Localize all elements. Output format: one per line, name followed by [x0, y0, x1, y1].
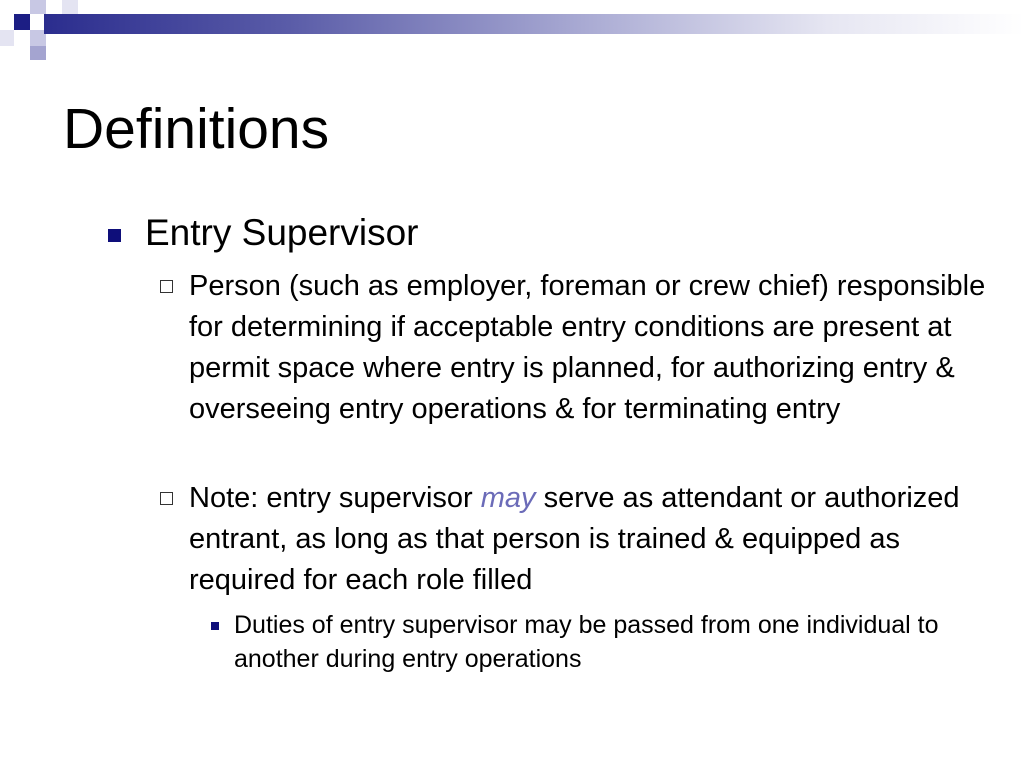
bullet-entry-supervisor: Entry Supervisor — [145, 212, 419, 253]
duties-text: Duties of entry supervisor may be passed from one individual to another during entry operations — [234, 611, 939, 673]
decor-square — [0, 30, 14, 46]
note-emphasis: may — [480, 482, 536, 514]
hollow-square-bullet-icon — [160, 280, 173, 293]
header-gradient-bar — [44, 14, 1024, 34]
note-text — [189, 478, 1009, 601]
decor-square — [14, 14, 30, 30]
slide-title: Definitions — [63, 97, 330, 161]
decor-square — [62, 0, 78, 14]
decor-square — [30, 46, 46, 60]
note-text-end: serve as attendant or authorized entrant, as long as that person is trained & equipped as required for each role filled — [189, 482, 960, 596]
definition-text: Person (such as employer, foreman or crew chief) responsible for determining if acceptable entry conditions are present at permit space where entry is planned, for authorizing entry & overseeing entry operations & for terminating entry — [189, 270, 986, 425]
note-text-start: Note: entry supervisor — [189, 482, 481, 514]
decor-square — [30, 0, 46, 14]
square-bullet-icon — [108, 229, 121, 242]
small-square-bullet-icon — [211, 622, 219, 630]
hollow-square-bullet-icon — [160, 492, 173, 505]
